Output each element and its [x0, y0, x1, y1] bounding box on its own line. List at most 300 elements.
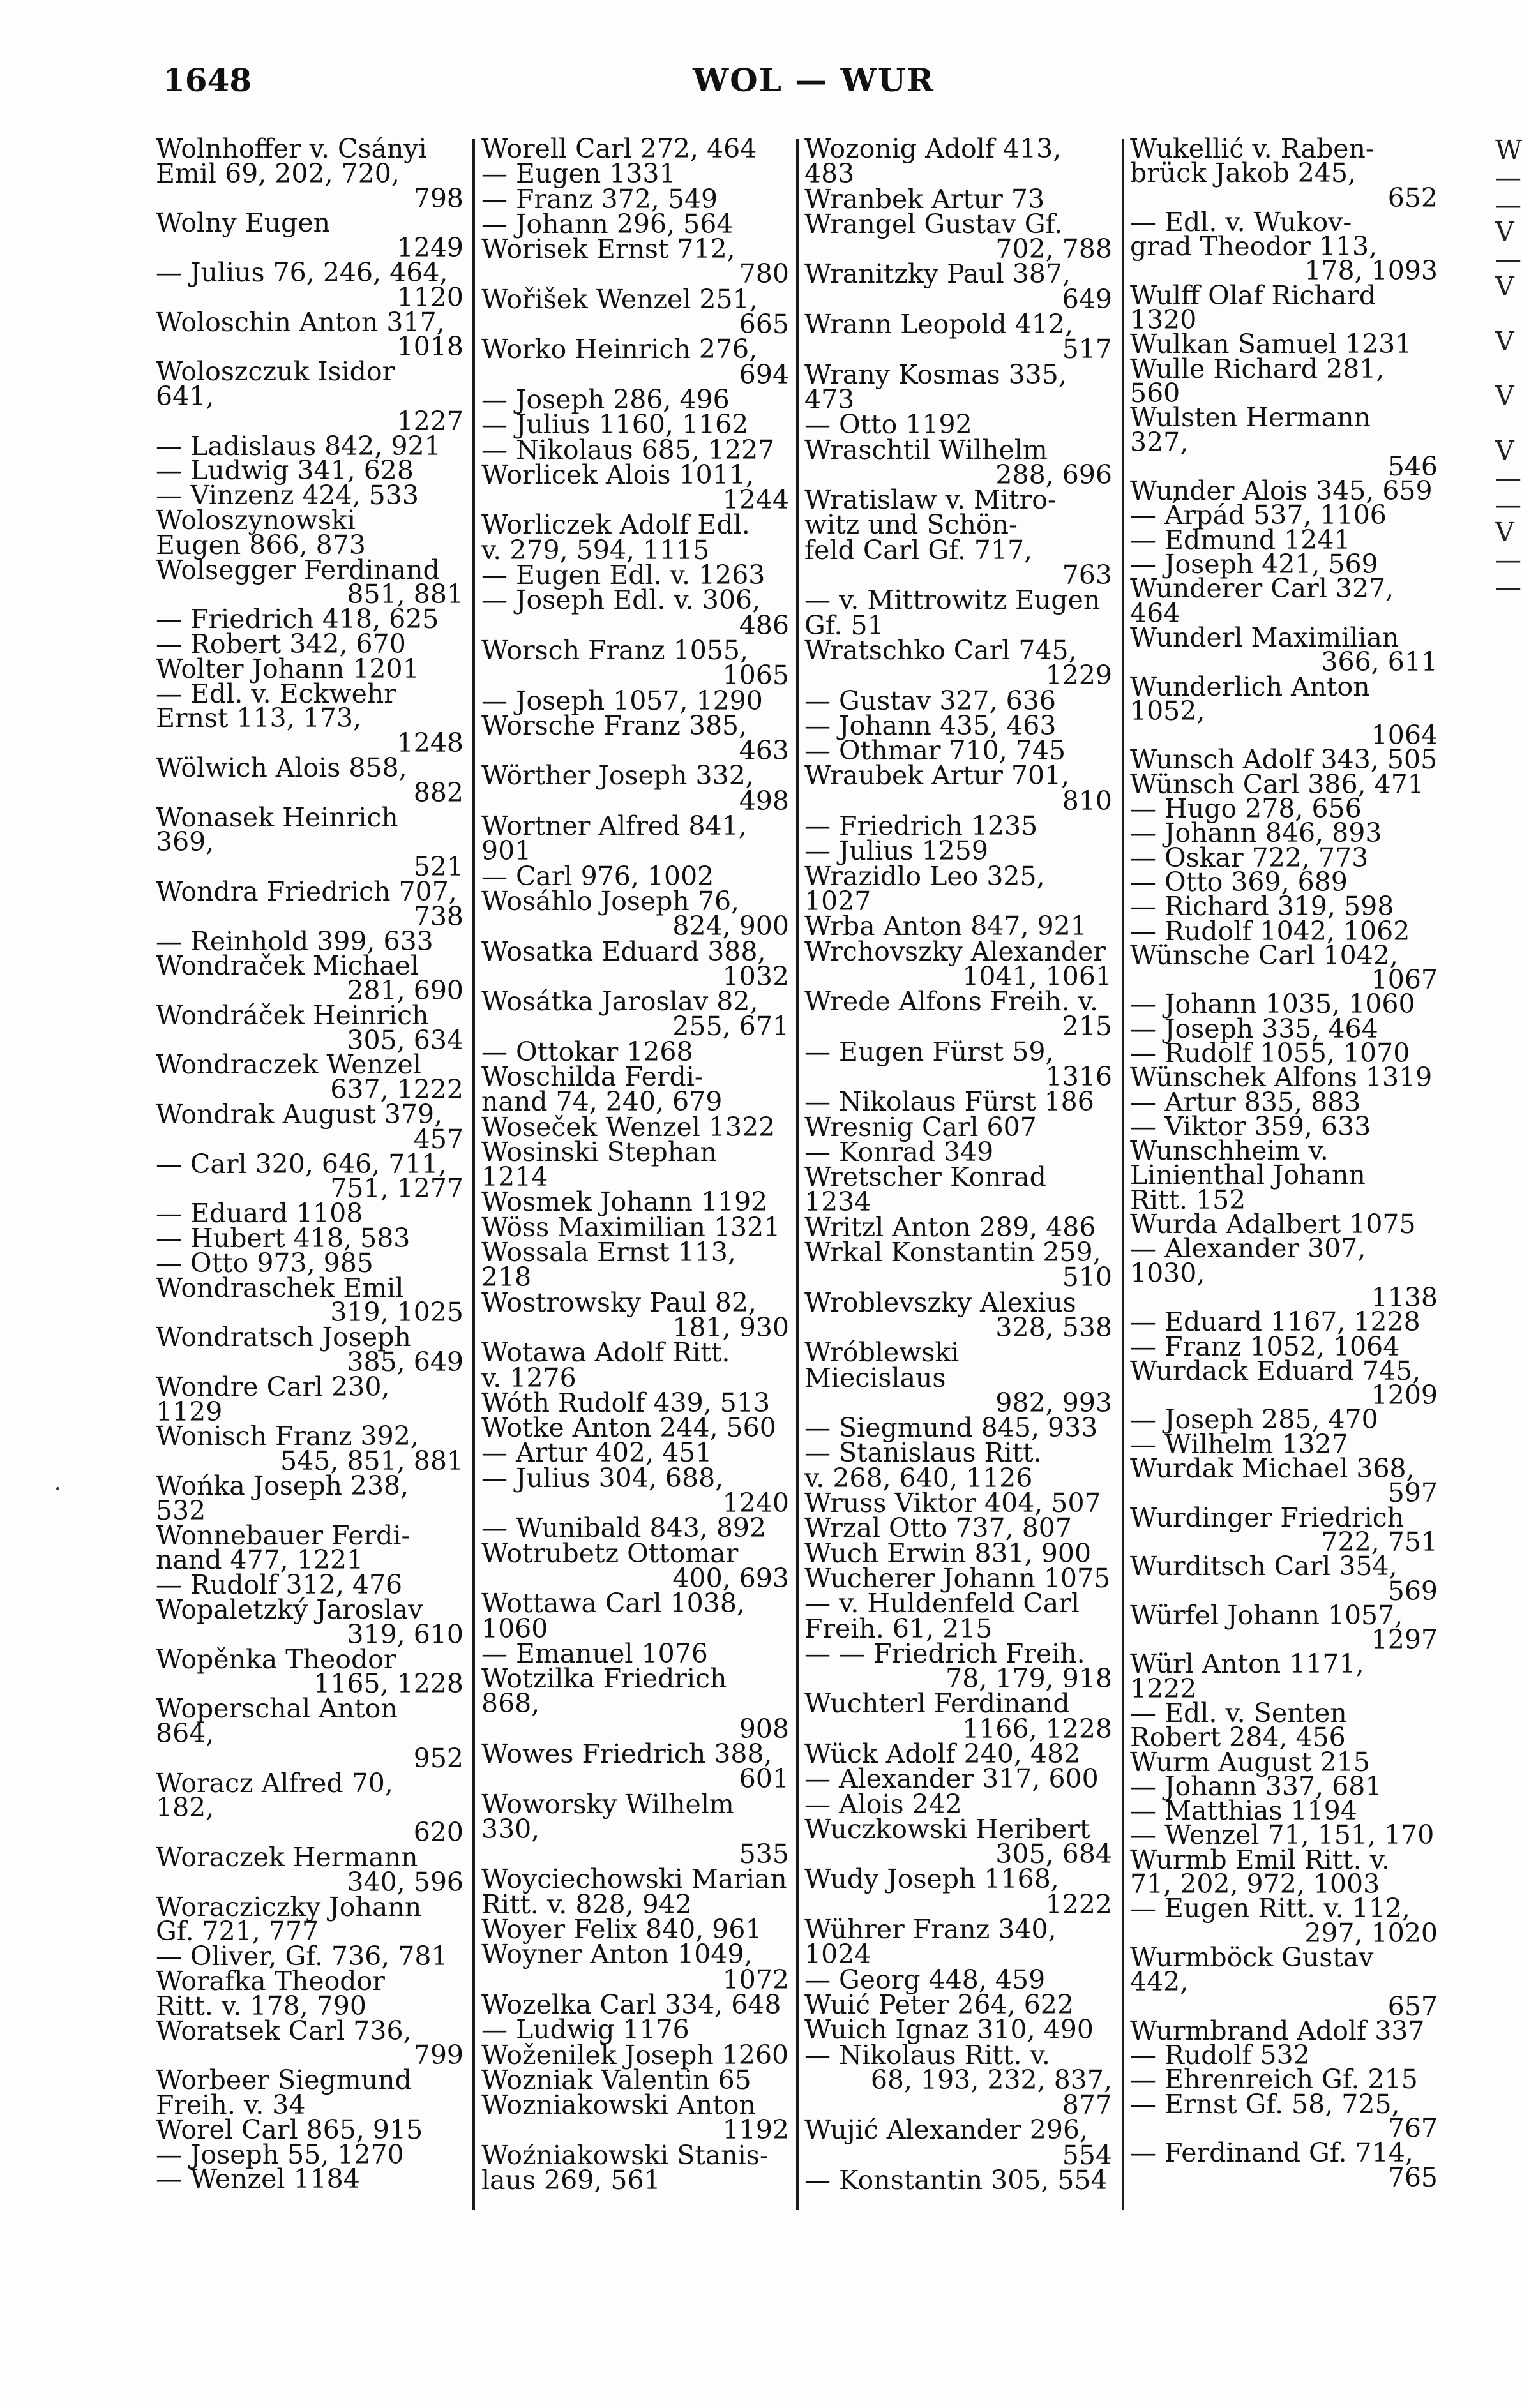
entry-name: Wudy Joseph 1168,	[804, 1864, 1059, 1895]
index-entry	[1130, 402, 1438, 482]
entry-page-refs: 1120	[396, 281, 463, 313]
entry-name: — Julius 304, 688,	[481, 1462, 724, 1493]
index-entry	[804, 685, 1112, 716]
edge-fragment: —	[1495, 189, 1521, 220]
entry-page-refs: 181, 930	[672, 1312, 789, 1343]
entry-name: Wróblewski Miecislaus	[804, 1337, 960, 1393]
entry-name: — Johann 296, 564	[481, 208, 734, 239]
entry-name: — Edmund 1241	[1130, 524, 1351, 555]
entry-name: Wurdak Michael 368,	[1130, 1453, 1415, 1484]
index-entry	[804, 1688, 1112, 1744]
entry-name: — Friedrich 1235	[804, 811, 1038, 842]
index-entry	[481, 1287, 789, 1343]
index-column-1	[156, 133, 463, 2195]
index-entry	[481, 1086, 789, 1118]
entry-name: Wulle Richard 281, 560	[1130, 353, 1385, 408]
entry-name: Worlicek Alois 1011,	[481, 459, 754, 490]
entry-name: — Friedrich 418, 625	[156, 604, 439, 635]
entry-name: Woyner Anton 1049,	[481, 1939, 753, 1970]
entry-name: — Nikolaus 685, 1227	[481, 434, 775, 465]
entry-page-refs: 1248	[396, 728, 463, 759]
entry-page-refs: 952	[413, 1742, 463, 1774]
entry-name: — Johann 1035, 1060	[1130, 989, 1415, 1020]
entry-page-refs: 510	[1062, 1262, 1112, 1293]
entry-name: Wozniakowski Anton	[481, 2090, 756, 2121]
entry-name: — Julius 1259	[804, 835, 988, 867]
entry-page-refs: 1244	[722, 484, 789, 516]
index-entry	[156, 1693, 463, 1774]
entry-page-refs: 521	[413, 851, 463, 883]
entry-name: witz und Schön-	[804, 509, 1018, 541]
entry-page-refs: 1222	[1045, 1888, 1112, 1920]
index-entry	[156, 1594, 463, 1650]
entry-name: — Rudolf 532	[1130, 2040, 1310, 2071]
index-entry	[1130, 1453, 1438, 1509]
index-entry	[804, 1864, 1112, 1920]
entry-name: — Oliver, Gf. 736, 781	[156, 1941, 448, 1972]
entry-name: Writzl Anton 289, 486	[804, 1211, 1096, 1243]
index-entry	[1130, 158, 1438, 213]
index-entry	[481, 1337, 789, 1368]
entry-page-refs: 486	[739, 609, 789, 641]
entry-name: Woworsky Wilhelm 330,	[481, 1788, 734, 1844]
index-entry	[804, 2165, 1112, 2196]
index-entry	[156, 2114, 463, 2145]
entry-name: — Joseph 1057, 1290	[481, 685, 763, 716]
index-entry	[1130, 1722, 1438, 1753]
entry-name: Wrchovszky Alexander	[804, 936, 1106, 967]
index-entry	[804, 208, 1112, 265]
entry-page-refs: 694	[739, 359, 789, 390]
entry-name: Woraczek Hermann	[156, 1841, 418, 1873]
index-entry	[481, 509, 789, 541]
entry-name: Emil 69, 202, 720,	[156, 158, 400, 189]
index-entry	[481, 585, 789, 641]
entry-page-refs: 1192	[722, 2114, 789, 2146]
entry-page-refs: 652	[1387, 182, 1438, 213]
index-entry	[1130, 1404, 1438, 1435]
index-entry	[1130, 231, 1438, 287]
entry-name: — Carl 320, 646, 711,	[156, 1148, 447, 1179]
entry-name: Wossala Ernst 113, 218	[481, 1237, 736, 1293]
index-entry	[481, 1864, 789, 1895]
entry-name: Wopěnka Theodor	[156, 1643, 396, 1675]
entry-name: Wrangel Gustav Gf.	[804, 208, 1063, 239]
entry-name: Wurditsch Carl 354,	[1130, 1551, 1398, 1582]
entry-name: Wulff Olaf Richard 1320	[1130, 280, 1376, 336]
edge-fragment: V	[1495, 216, 1514, 248]
entry-name: Wranbek Artur 73	[804, 183, 1045, 214]
index-entry	[156, 752, 463, 808]
entry-name: Wunderl Maximilian	[1130, 622, 1399, 653]
entry-name: — Ludwig 1176	[481, 2014, 689, 2045]
edge-fragment: —	[1495, 490, 1521, 521]
entry-page-refs: 1209	[1371, 1380, 1438, 1411]
entry-page-refs: 810	[1062, 785, 1112, 816]
entry-name: Wondre Carl 230, 1129	[156, 1371, 390, 1427]
entry-page-refs: 1165, 1228	[313, 1668, 463, 1700]
entry-name: Woloszynowski	[156, 504, 356, 535]
index-entry	[481, 1537, 789, 1594]
index-entry	[481, 409, 789, 440]
index-entry	[1130, 1502, 1438, 1557]
entry-name: — Nikolaus Fürst 186	[804, 1086, 1094, 1118]
index-entry	[156, 306, 463, 363]
entry-name: Wulkan Samuel 1231	[1130, 329, 1412, 360]
entry-name: Wünschek Alfons 1319	[1130, 1062, 1433, 1093]
index-entry	[481, 2014, 789, 2045]
index-entry	[481, 234, 789, 290]
entry-name: Wozniak Valentin 65	[481, 2064, 751, 2095]
entry-name: nand 477, 1221	[156, 1544, 364, 1576]
column-rule	[472, 139, 475, 2210]
index-entry	[1130, 818, 1438, 849]
entry-name: Wurmb Emil Ritt. v.	[1130, 1844, 1390, 1875]
index-entry	[481, 760, 789, 816]
index-entry	[1130, 500, 1438, 531]
entry-page-refs: 851, 881	[347, 579, 463, 610]
entry-page-refs: 305, 634	[347, 1024, 463, 1056]
entry-name: Wraschtil Wilhelm	[804, 434, 1048, 465]
index-entry	[156, 1049, 463, 1105]
entry-name: — Joseph 286, 496	[481, 384, 730, 415]
entry-page-refs: 765	[1387, 2162, 1438, 2193]
index-entry	[804, 1613, 1112, 1644]
entry-name: — Alexander 307, 1030,	[1130, 1233, 1366, 1289]
entry-name: Wolsegger Ferdinand	[156, 554, 440, 585]
index-entry	[804, 634, 1112, 691]
entry-page-refs: 649	[1062, 283, 1112, 315]
entry-name: Woracz Alfred 70, 182,	[156, 1767, 393, 1823]
entry-page-refs: 1041, 1061	[962, 961, 1112, 992]
entry-name: Worsch Franz 1055,	[481, 634, 748, 666]
entry-name: Wotrubetz Ottomar	[481, 1537, 739, 1569]
index-entry	[481, 936, 789, 992]
entry-name: Wujić Alexander 296,	[804, 2114, 1089, 2146]
entry-name: — Wenzel 1184	[156, 2164, 360, 2195]
entry-page-refs: 319, 610	[347, 1619, 463, 1650]
entry-page-refs: 554	[1062, 2139, 1112, 2171]
entry-name: Würl Anton 1171, 1222	[1130, 1649, 1364, 1704]
entry-name: — Johann 337, 681	[1130, 1770, 1382, 1802]
entry-name: — Ferdinand Gf. 714,	[1130, 2137, 1413, 2169]
index-entry	[1130, 1551, 1438, 1606]
entry-name: — Carl 976, 1002	[481, 860, 714, 892]
entry-page-refs: 1166, 1228	[962, 1713, 1112, 1744]
entry-page-refs: 400, 693	[672, 1562, 789, 1594]
entry-name: Wosátka Jaroslav 82,	[481, 986, 758, 1017]
entry-name: — Franz 1052, 1064	[1130, 1331, 1400, 1362]
entry-name: Wořišek Wenzel 251,	[481, 283, 758, 315]
index-entry	[481, 710, 789, 767]
entry-name: — Edl. v. Eckwehr	[156, 678, 396, 709]
entry-page-refs: 281, 690	[347, 975, 463, 1006]
entry-name: Woyer Felix 840, 961	[481, 1914, 762, 1945]
entry-name: Woloschin Anton 317,	[156, 306, 445, 338]
entry-page-refs: 1018	[396, 331, 463, 363]
index-entry	[481, 1939, 789, 1995]
print-speck	[56, 1487, 59, 1490]
entry-name: — — Friedrich Freih.	[804, 1638, 1085, 1669]
entry-name: Wóth Rudolf 439, 513	[481, 1387, 771, 1418]
index-entry	[481, 1111, 789, 1142]
entry-name: v. 279, 594, 1115	[481, 534, 710, 565]
entry-name: — Eugen Edl. v. 1263	[481, 560, 765, 591]
index-entry	[481, 459, 789, 516]
index-entry	[1130, 2064, 1438, 2095]
page-header	[156, 61, 1127, 112]
entry-name: Wratislaw v. Mitro-	[804, 484, 1057, 516]
edge-fragment: V	[1495, 325, 1514, 357]
index-entry	[481, 1462, 789, 1519]
entry-name: Wonasek Heinrich 369,	[156, 802, 398, 858]
entry-name: Wührer Franz 340, 1024	[804, 1914, 1057, 1970]
index-entry	[804, 911, 1112, 942]
entry-page-refs: 908	[739, 1713, 789, 1744]
index-entry	[804, 359, 1112, 415]
index-entry	[804, 1763, 1112, 1795]
entry-name: Wurmbrand Adolf 337	[1130, 2015, 1425, 2046]
index-entry	[156, 2015, 463, 2071]
edge-fragment: —	[1495, 462, 1521, 493]
index-entry	[804, 860, 1112, 916]
entry-name: — Rudolf 312, 476	[156, 1569, 403, 1601]
entry-name: — Vinzenz 424, 533	[156, 480, 419, 511]
entry-name: — Rudolf 1042, 1062	[1130, 915, 1410, 946]
entry-name: Wozelka Carl 334, 648	[481, 1989, 781, 2020]
index-entry	[1130, 1941, 1438, 2022]
entry-name: — v. Mittrowitz Eugen	[804, 585, 1101, 616]
entry-page-refs: 340, 596	[347, 1866, 463, 1897]
index-entry	[804, 1788, 1112, 1820]
entry-name: Freih. v. 34	[156, 2089, 306, 2120]
entry-page-refs: 305, 684	[995, 1839, 1112, 1870]
entry-page-refs: 824, 900	[672, 911, 789, 942]
entry-name: — Franz 372, 549	[481, 183, 718, 214]
entry-name: Wrany Kosmas 335, 473	[804, 359, 1067, 415]
entry-page-refs: 319, 1025	[330, 1297, 463, 1328]
index-entry	[804, 760, 1112, 816]
index-entry	[804, 1162, 1112, 1218]
entry-name: — Julius 1160, 1162	[481, 409, 749, 440]
entry-name: Wotzilka Friedrich 868,	[481, 1663, 727, 1719]
index-entry	[156, 504, 463, 535]
entry-name: Worell Carl 272, 464	[481, 133, 757, 164]
index-entry	[156, 158, 463, 214]
index-entry	[481, 334, 789, 390]
index-entry	[156, 999, 463, 1056]
entry-name: — Alexander 317, 600	[804, 1763, 1099, 1795]
index-entry	[1130, 329, 1438, 360]
entry-name: Wozonig Adolf 413, 483	[804, 133, 1062, 190]
entry-name: Wruss Viktor 404, 507	[804, 1488, 1101, 1519]
index-entry	[481, 2165, 789, 2196]
entry-name: Woźniakowski Stanis-	[481, 2139, 769, 2171]
index-entry	[156, 950, 463, 1006]
index-entry	[481, 434, 789, 465]
entry-name: — Ernst Gf. 58, 725,	[1130, 2088, 1400, 2120]
index-entry	[804, 183, 1112, 214]
entry-page-refs: 751, 1277	[330, 1173, 463, 1204]
entry-name: Wondrak August 379,	[156, 1099, 443, 1130]
entry-page-refs: 1249	[396, 232, 463, 264]
index-entry	[156, 1990, 463, 2021]
entry-name: — Artur 402, 451	[481, 1437, 712, 1469]
entry-name: — Joseph 285, 470	[1130, 1404, 1378, 1435]
entry-name: Wunschheim v.	[1130, 1135, 1329, 1167]
entry-name: Wuić Peter 264, 622	[804, 1989, 1074, 2020]
index-entry	[481, 1136, 789, 1193]
entry-name: Wurdinger Friedrich	[1130, 1502, 1405, 1533]
entry-name: Wrazidlo Leo 325, 1027	[804, 860, 1045, 916]
entry-page-refs: 877	[1062, 2090, 1112, 2121]
entry-page-refs: 178, 1093	[1304, 255, 1438, 287]
entry-name: Wuch Erwin 831, 900	[804, 1537, 1092, 1569]
entry-name: — Otto 973, 985	[156, 1247, 373, 1278]
entry-name: Wurmböck Gustav 442,	[1130, 1941, 1374, 1998]
index-entry	[804, 1437, 1112, 1469]
index-entry	[156, 207, 463, 264]
entry-name: — Ottokar 1268	[481, 1036, 693, 1067]
index-column-2	[481, 133, 789, 2196]
index-entry	[804, 1638, 1112, 1694]
index-entry	[1130, 1306, 1438, 1338]
edge-fragment: V	[1495, 271, 1514, 302]
entry-name: Wonisch Franz 392,	[156, 1421, 419, 1452]
entry-name: Woseček Wenzel 1322	[481, 1111, 776, 1142]
entry-name: Wortner Alfred 841, 901	[481, 811, 747, 867]
index-entry	[481, 885, 789, 942]
index-entry	[156, 628, 463, 659]
index-entry	[481, 1513, 789, 1544]
entry-name: — Edl. v. Senten	[1130, 1698, 1347, 1728]
index-entry	[804, 1813, 1112, 1870]
entry-page-refs: 569	[1387, 1575, 1438, 1606]
index-entry	[156, 1272, 463, 1328]
index-entry	[156, 876, 463, 932]
entry-name: — Siegmund 845, 933	[804, 1412, 1098, 1444]
index-entry	[481, 183, 789, 214]
entry-name: Worel Carl 865, 915	[156, 2114, 423, 2145]
edge-fragment	[1495, 301, 1514, 328]
entry-name: — Emanuel 1076	[481, 1638, 708, 1669]
entry-page-refs: 215	[1062, 1011, 1112, 1042]
entry-page-refs: 1064	[1371, 720, 1438, 751]
entry-name: — Oskar 722, 773	[1130, 842, 1369, 873]
entry-name: — Ehrenreich Gf. 215	[1130, 2064, 1418, 2095]
index-entry	[156, 802, 463, 883]
entry-name: Ritt. v. 828, 942	[481, 1888, 692, 1920]
index-entry	[1130, 1649, 1438, 1704]
entry-name: Wück Adolf 240, 482	[804, 1739, 1081, 1769]
entry-page-refs: 463	[739, 735, 789, 767]
index-entry	[1130, 891, 1438, 922]
entry-page-refs: 665	[739, 309, 789, 340]
index-entry	[481, 2039, 789, 2070]
entry-name: — Wilhelm 1327	[1130, 1428, 1348, 1460]
entry-page-refs: 637, 1222	[330, 1074, 463, 1105]
entry-name: Wotke Anton 244, 560	[481, 1412, 776, 1444]
index-entry	[804, 1287, 1112, 1343]
entry-name: Wurda Adalbert 1075	[1130, 1209, 1416, 1240]
entry-name: Ritt. 152	[1130, 1184, 1246, 1215]
entry-name: Wuczkowski Heribert	[804, 1813, 1090, 1844]
index-entry	[804, 2014, 1112, 2045]
entry-name: — Johann 435, 463	[804, 710, 1057, 741]
entry-name: Linienthal Johann	[1130, 1160, 1366, 1191]
entry-name: Worliczek Adolf Edl.	[481, 509, 750, 541]
index-entry	[481, 634, 789, 691]
entry-name: — Viktor 359, 633	[1130, 1111, 1371, 1142]
entry-name: Wroblevszky Alexius	[804, 1287, 1076, 1318]
entry-name: Wunder Alois 345, 659	[1130, 475, 1433, 507]
index-entry	[481, 860, 789, 892]
entry-page-refs: 78, 179, 918	[946, 1663, 1112, 1694]
entry-page-refs: 457	[413, 1123, 463, 1155]
entry-page-refs: 1072	[722, 1964, 789, 1995]
entry-name: Worbeer Siegmund	[156, 2065, 412, 2096]
entry-name: — Hugo 278, 656	[1130, 793, 1362, 825]
entry-name: — Johann 846, 893	[1130, 818, 1382, 849]
entry-name: Gf. 51	[804, 609, 884, 641]
index-entry	[156, 1421, 463, 1477]
index-column-3	[804, 133, 1112, 2196]
entry-page-refs: 1229	[1045, 660, 1112, 691]
entry-name: — Konstantin 305, 554	[804, 2165, 1108, 2196]
entry-name: Wowes Friedrich 388,	[481, 1739, 772, 1769]
entry-name: — Georg 448, 459	[804, 1964, 1046, 1995]
entry-page-refs: 799	[413, 2040, 463, 2071]
index-entry	[804, 585, 1112, 616]
entry-name: — Hubert 418, 583	[156, 1223, 411, 1254]
entry-name: Wraubek Artur 701,	[804, 760, 1070, 791]
entry-name: Wolter Johann 1201	[156, 653, 419, 684]
edge-fragment	[1495, 410, 1514, 437]
entry-name: Wratschko Carl 745,	[804, 634, 1077, 666]
entry-page-refs: 1316	[1045, 1061, 1112, 1092]
index-entry	[481, 2090, 789, 2146]
index-entry	[804, 509, 1112, 541]
index-entry	[1130, 671, 1438, 751]
entry-name: — Eugen 1331	[481, 158, 676, 190]
index-entry	[481, 283, 789, 340]
index-entry	[804, 2114, 1112, 2171]
index-entry	[481, 1362, 789, 1393]
entry-name: Wolny Eugen	[156, 207, 331, 239]
entry-page-refs: 385, 649	[347, 1347, 463, 1378]
entry-name: Gf. 721, 777	[156, 1916, 319, 1947]
entry-name: — Matthias 1194	[1130, 1795, 1357, 1827]
index-entry	[156, 653, 463, 684]
entry-name: — Edl. v. Wukov-	[1130, 206, 1352, 237]
edge-fragment: V	[1495, 435, 1514, 466]
entry-name: 71, 202, 972, 1003	[1130, 1869, 1380, 1900]
index-entry	[1130, 744, 1438, 775]
entry-name: — Nikolaus Ritt. v.	[804, 2039, 1050, 2070]
index-entry	[156, 356, 463, 437]
entry-name: — Artur 835, 883	[1130, 1086, 1361, 1118]
index-entry	[1130, 1062, 1438, 1093]
index-column-4	[1130, 133, 1438, 2193]
entry-name: Würfel Johann 1057,	[1130, 1599, 1403, 1631]
entry-name: Woyciechowski Marian	[481, 1864, 787, 1895]
index-entry	[804, 434, 1112, 490]
entry-name: Ritt. v. 178, 790	[156, 1990, 366, 2021]
entry-name: Wrba Anton 847, 921	[804, 911, 1087, 942]
entry-name: — Eduard 1167, 1228	[1130, 1306, 1420, 1338]
entry-page-refs: 1065	[722, 660, 789, 691]
index-entry	[481, 1237, 789, 1293]
